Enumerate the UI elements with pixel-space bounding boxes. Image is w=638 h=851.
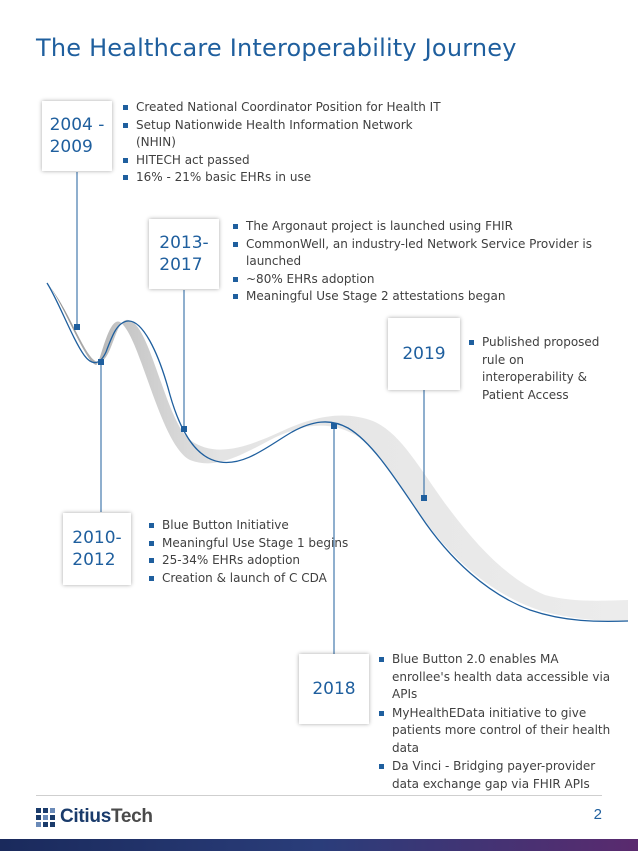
list-item: 16% - 21% basic EHRs in use — [123, 169, 443, 187]
bottom-accent-bar — [0, 839, 638, 851]
list-item: Da Vinci - Bridging payer-provider data exchange gap via FHIR APIs — [379, 758, 611, 793]
company-logo — [36, 806, 153, 828]
bullets-2010-2012 — [149, 517, 389, 587]
list-item: Meaningful Use Stage 2 attestations began — [233, 288, 613, 306]
year-box-2019: 2019 — [388, 318, 460, 390]
page-title: The Healthcare Interoperability Journey — [36, 34, 517, 62]
list-item: HITECH act passed — [123, 152, 443, 170]
bullets-2013-2017 — [233, 218, 613, 306]
page-number: 2 — [593, 806, 602, 823]
bullets-2004-2009 — [123, 99, 443, 187]
year-box-2004-2009: 2004 - 2009 — [42, 101, 112, 171]
marker-2018 — [331, 423, 337, 429]
marker-2013 — [181, 426, 187, 432]
logo-grid-icon — [36, 808, 55, 827]
list-item: MyHealthEData initiative to give patients more control of their health data — [379, 705, 611, 758]
list-item: Created National Coordinator Position for Health IT — [123, 99, 443, 117]
list-item: The Argonaut project is launched using FHIR — [233, 218, 613, 236]
year-box-2018: 2018 — [299, 654, 369, 724]
marker-2004 — [74, 324, 80, 330]
logo-part2: Tech — [110, 806, 153, 827]
list-item: 25-34% EHRs adoption — [149, 552, 389, 570]
marker-2010 — [98, 359, 104, 365]
logo-part1: Citius — [60, 806, 111, 827]
year-box-2010-2012: 2010- 2012 — [63, 513, 131, 585]
list-item: Published proposed rule on interoperability & Patient Access — [469, 334, 609, 404]
list-item: Setup Nationwide Health Information Network (NHIN) — [123, 117, 443, 152]
list-item: Blue Button Initiative — [149, 517, 389, 535]
marker-2019 — [421, 495, 427, 501]
bullets-2018 — [379, 651, 611, 794]
year-box-2013-2017: 2013- 2017 — [149, 219, 219, 289]
logo-wordmark — [60, 806, 153, 828]
footer-divider — [36, 795, 602, 796]
list-item: Blue Button 2.0 enables MA enrollee's health data accessible via APIs — [379, 651, 611, 704]
list-item: Meaningful Use Stage 1 begins — [149, 535, 389, 553]
list-item: Creation & launch of C CDA — [149, 570, 389, 588]
list-item: ~80% EHRs adoption — [233, 271, 613, 289]
list-item: CommonWell, an industry-led Network Service Provider is launched — [233, 236, 613, 271]
bullets-2019 — [469, 334, 609, 404]
